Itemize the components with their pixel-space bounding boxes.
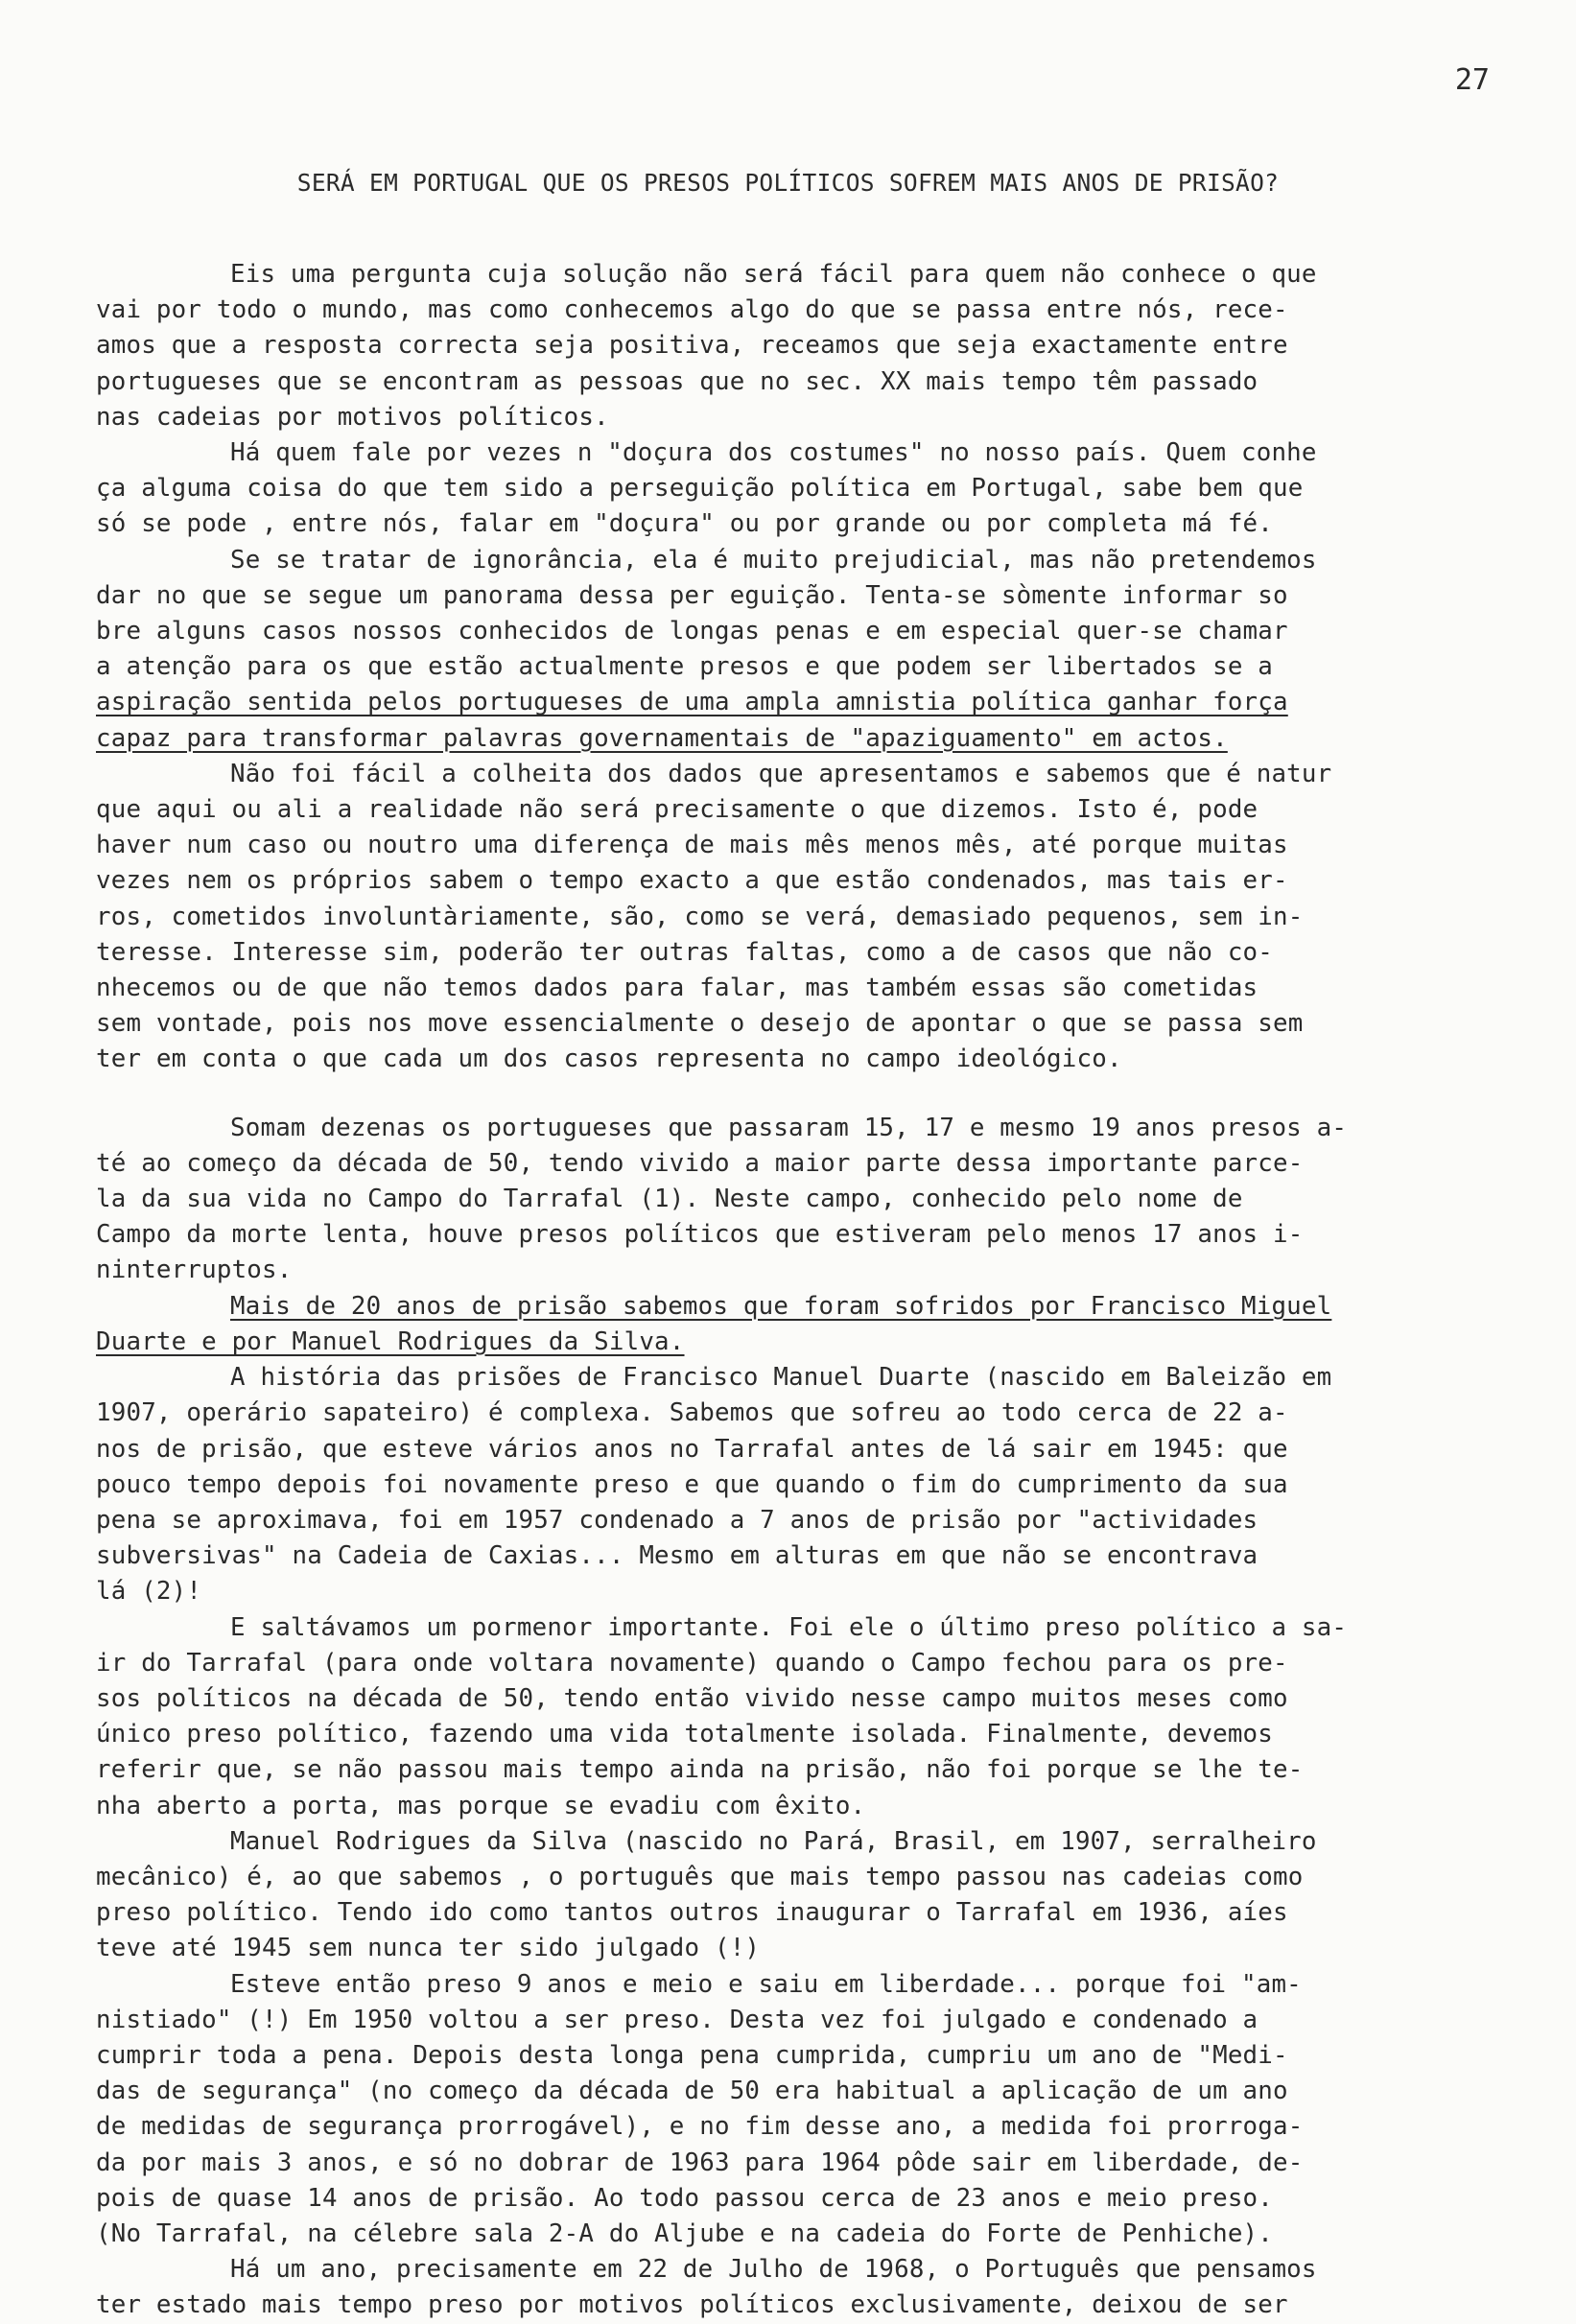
text-line: (No Tarrafal, na célebre sala 2-A do Aljube e na cadeia do Forte de Penhiche).	[96, 2218, 1274, 2248]
text-line: E saltávamos um pormenor importante. Foi ele o último preso político a sa-	[230, 1612, 1348, 1642]
text-line: ter em conta o que cada um dos casos representa no campo ideológico.	[96, 1045, 1122, 1074]
text-line: Campo da morte lenta, houve presos políticos que estiveram pelo menos 17 anos i-	[96, 1220, 1304, 1250]
text-line: portugueses que se encontram as pessoas que no sec. XX mais tempo têm passado	[96, 366, 1258, 396]
text-line: Não foi fácil a colheita dos dados que apresentamos e sabemos que é natur	[230, 759, 1332, 788]
text-line: Há quem fale por vezes n "doçura dos costumes" no nosso país. Quem conhe	[230, 438, 1317, 468]
paragraph	[96, 1289, 1496, 1360]
text-line: bre alguns casos nossos conhecidos de longas penas e em especial quer-se chamar	[96, 617, 1288, 646]
text-line: subversivas" na Cadeia de Caxias... Mesmo em alturas em que não se encontrava	[96, 1541, 1258, 1571]
document-body	[96, 257, 1496, 2324]
paragraph	[96, 1111, 1496, 1289]
text-line: Manuel Rodrigues da Silva (nascido no Pará, Brasil, em 1907, serralheiro	[230, 1826, 1317, 1856]
text-line: mecânico) é, ao que sabemos , o português que mais tempo passou nas cadeias como	[96, 1862, 1304, 1891]
text-line: sos políticos na década de 50, tendo então vivido nesse campo muitos meses como	[96, 1683, 1288, 1713]
paragraph	[96, 2252, 1496, 2323]
text-line: da por mais 3 anos, e só no dobrar de 1963 para 1964 pôde sair em liberdade, de-	[96, 2148, 1304, 2177]
text-line: que aqui ou ali a realidade não será precisamente o que dizemos. Isto é, pode	[96, 795, 1258, 825]
text-line: Eis uma pergunta cuja solução não será fácil para quem não conhece o que	[230, 260, 1317, 289]
text-line: nos de prisão, que esteve vários anos no Tarrafal antes de lá sair em 1945: que	[96, 1434, 1288, 1464]
text-line: a atenção para os que estão actualmente presos e que podem ser libertados se a	[96, 652, 1274, 682]
underlined-text-line: capaz para transformar palavras governamentais de "apaziguamento" em actos.	[96, 723, 1228, 753]
paragraph	[96, 1967, 1496, 2253]
text-line: amos que a resposta correcta seja positiva, receamos que seja exactamente entre	[96, 331, 1288, 361]
text-line: referir que, se não passou mais tempo ainda na prisão, não foi porque se lhe te-	[96, 1755, 1304, 1785]
underlined-text-line: Duarte e por Manuel Rodrigues da Silva.	[96, 1326, 685, 1356]
paragraph	[96, 1610, 1496, 1824]
text-line: cumprir toda a pena. Depois desta longa pena cumprida, cumpriu um ano de "Medi-	[96, 2040, 1288, 2070]
text-line: vezes nem os próprios sabem o tempo exacto a que estão condenados, mas tais er-	[96, 866, 1288, 896]
text-line: pois de quase 14 anos de prisão. Ao todo passou cerca de 23 anos e meio preso.	[96, 2183, 1274, 2213]
text-line: teve até 1945 sem nunca ter sido julgado (!)	[96, 1934, 761, 1963]
page-number: 27	[1454, 63, 1490, 97]
text-line: nha aberto a porta, mas porque se evadiu com êxito.	[96, 1791, 866, 1820]
text-line: dar no que se segue um panorama dessa per eguição. Tenta-se sòmente informar so	[96, 580, 1288, 610]
paragraph	[96, 543, 1496, 757]
text-line: só se pode , entre nós, falar em "doçura" ou por grande ou por completa má fé.	[96, 509, 1274, 539]
document-title: SERÁ EM PORTUGAL QUE OS PRESOS POLÍTICOS SOFREM MAIS ANOS DE PRISÃO?	[296, 169, 1280, 197]
text-line: nhecemos ou de que não temos dados para falar, mas também essas são cometidas	[96, 974, 1258, 1003]
text-line: 1907, operário sapateiro) é complexa. Sabemos que sofreu ao todo cerca de 22 a-	[96, 1398, 1288, 1428]
text-line: ir do Tarrafal (para onde voltara novamente) quando o Campo fechou para os pre-	[96, 1648, 1288, 1678]
text-line: pouco tempo depois foi novamente preso e que quando o fim do cumprimento da sua	[96, 1469, 1288, 1499]
underlined-text-line: aspiração sentida pelos portugueses de uma ampla amnistia política ganhar força	[96, 688, 1288, 717]
text-line: haver num caso ou noutro uma diferença de mais mês menos mês, até porque muitas	[96, 831, 1288, 860]
text-line: lá (2)!	[96, 1577, 202, 1607]
text-line: la da sua vida no Campo do Tarrafal (1). Neste campo, conhecido pelo nome de	[96, 1185, 1243, 1214]
paragraph	[96, 257, 1496, 435]
paragraph	[96, 1360, 1496, 1609]
text-line: A história das prisões de Francisco Manuel Duarte (nascido em Baleizão em	[230, 1363, 1332, 1393]
text-line: nistiado" (!) Em 1950 voltou a ser preso. Desta vez foi julgado e condenado a	[96, 2005, 1258, 2034]
text-line: teresse. Interesse sim, poderão ter outras faltas, como a de casos que não co-	[96, 937, 1274, 967]
paragraph	[96, 435, 1496, 543]
text-line: Esteve então preso 9 anos e meio e saiu em liberdade... porque foi "am-	[230, 1969, 1302, 1999]
text-line: pena se aproximava, foi em 1957 condenado a 7 anos de prisão por "actividades	[96, 1505, 1258, 1535]
text-line: Há um ano, precisamente em 22 de Julho de 1968, o Português que pensamos	[230, 2255, 1317, 2285]
text-line: ninterruptos.	[96, 1256, 293, 1285]
text-line: das de segurança" (no começo da década de 50 era habitual a aplicação de um ano	[96, 2077, 1288, 2106]
text-line: sem vontade, pois nos move essencialmente o desejo de apontar o que se passa sem	[96, 1009, 1304, 1039]
text-line: Somam dezenas os portugueses que passaram 15, 17 e mesmo 19 anos presos a-	[230, 1113, 1348, 1142]
underlined-text-line: Mais de 20 anos de prisão sabemos que foram sofridos por Francisco Miguel	[230, 1291, 1332, 1321]
text-line: té ao começo da década de 50, tendo vivido a maior parte dessa importante parce-	[96, 1148, 1304, 1178]
text-line: Se se tratar de ignorância, ela é muito prejudicial, mas não pretendemos	[230, 545, 1317, 575]
paragraph	[96, 1824, 1496, 1967]
text-line: ros, cometidos involuntàriamente, são, como se verá, demasiado pequenos, sem in-	[96, 902, 1304, 931]
text-line: de medidas de segurança prorrogável), e no fim desse ano, a medida foi prorroga-	[96, 2112, 1304, 2142]
text-line: preso político. Tendo ido como tantos outros inaugurar o Tarrafal em 1936, aíes	[96, 1898, 1288, 1928]
paragraph-gap	[96, 1078, 1496, 1111]
text-line: ter estado mais tempo preso por motivos políticos exclusivamente, deixou de ser	[96, 2290, 1288, 2320]
text-line: ça alguma coisa do que tem sido a perseguição política em Portugal, sabe bem que	[96, 474, 1304, 504]
text-line: único preso político, fazendo uma vida totalmente isolada. Finalmente, devemos	[96, 1720, 1274, 1749]
paragraph	[96, 757, 1496, 1078]
text-line: nas cadeias por motivos políticos.	[96, 402, 609, 432]
text-line: vai por todo o mundo, mas como conhecemos algo do que se passa entre nós, rece-	[96, 295, 1288, 325]
